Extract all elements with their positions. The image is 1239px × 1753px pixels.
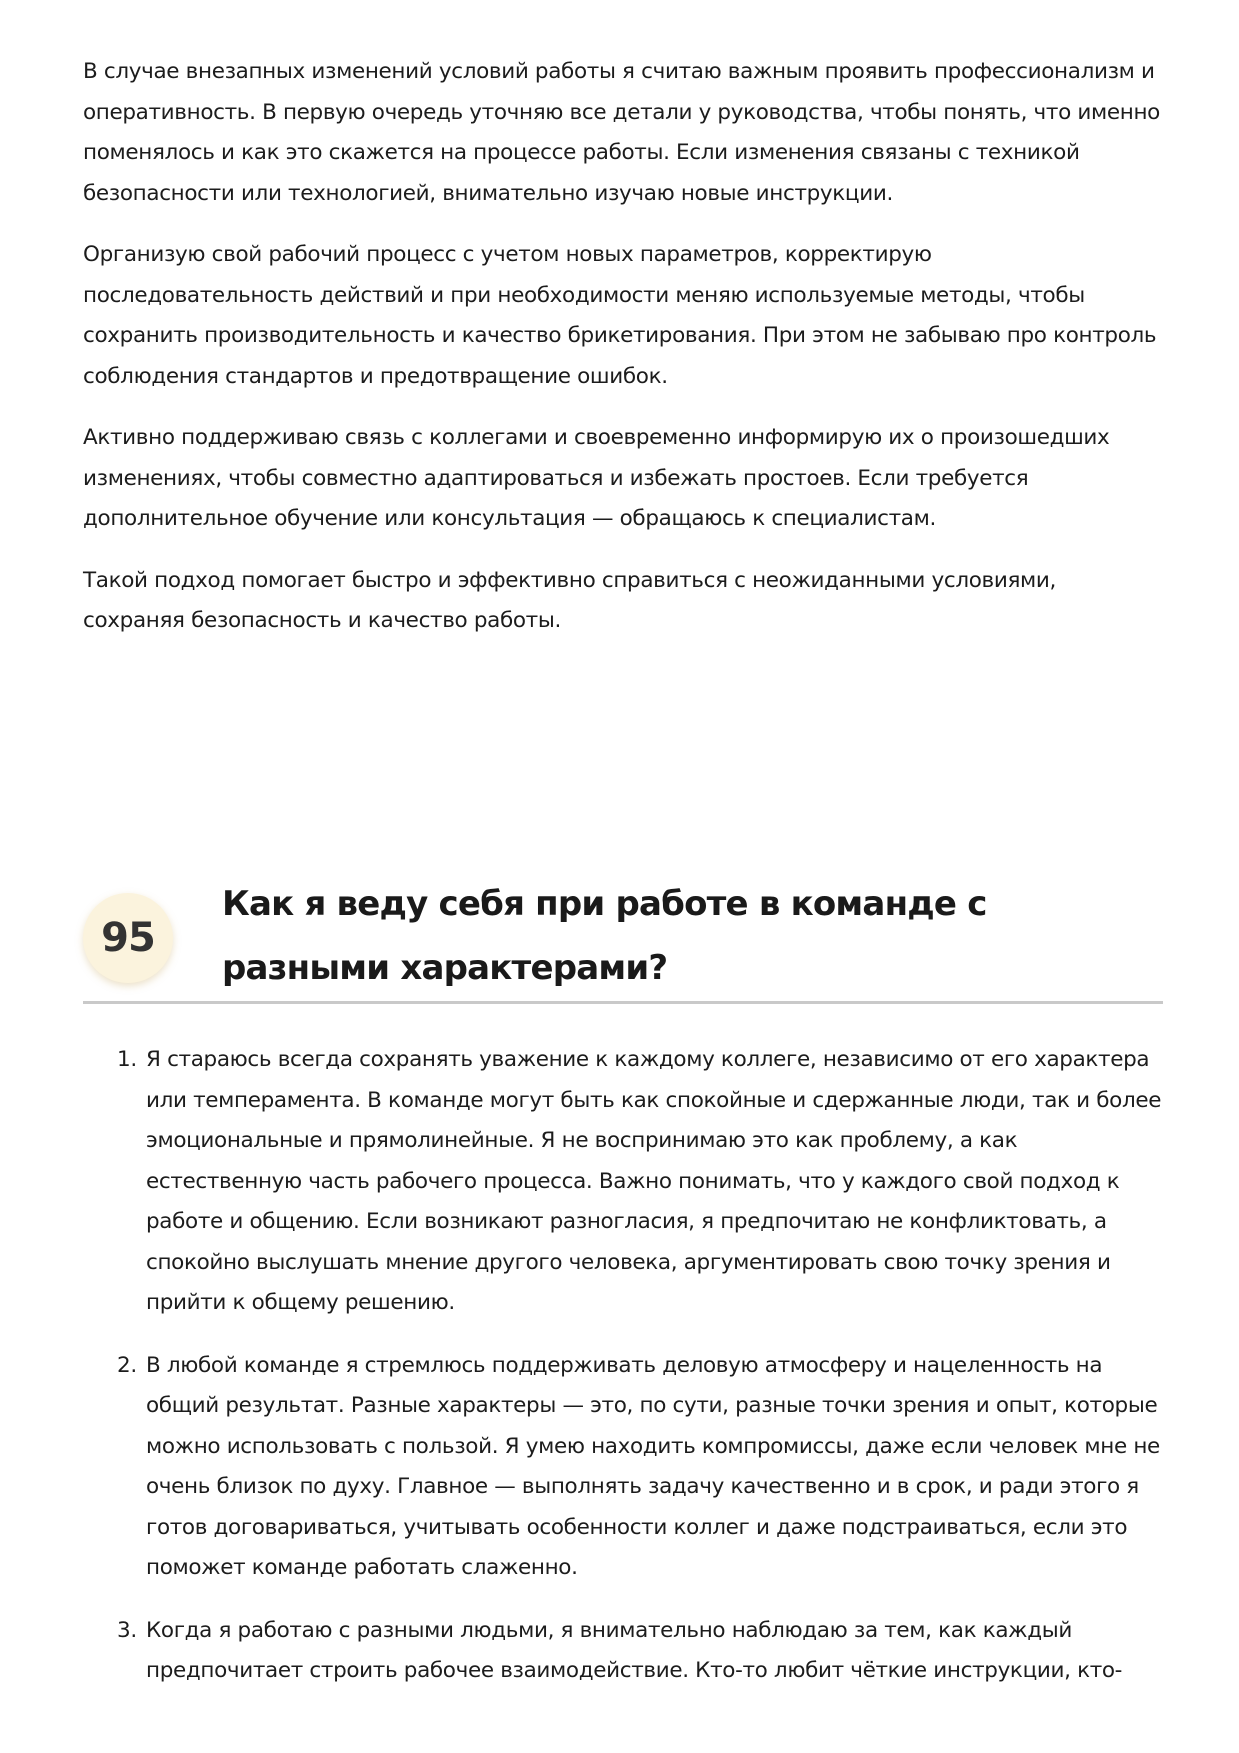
answer-list: [83, 1040, 1163, 1714]
list-item-text: Когда я работаю с разными людьми, я внимательно наблюдаю за тем, как каждый предпочитает строить рабочее взаимодействие. Кто-то любит чёткие инструкции, кто-: [146, 1617, 1123, 1683]
question-title: Как я веду себя при работе в команде с разными характерами?: [222, 884, 987, 988]
list-item: [83, 1611, 1163, 1692]
list-item-number: 1.: [117, 1047, 137, 1072]
list-item: [83, 1040, 1163, 1324]
list-item-text: Я стараюсь всегда сохранять уважение к каждому коллеге, независимо от его характера или темперамента. В команде могут быть как спокойные и сдержанные люди, так и более эмоциональные и прямолинейные. Я не воспринимаю это как проблему, а как естественную часть рабочего процесса. Важно понимать, что у каждого свой подход к работе и общению. Если возникают разногласия, я предпочитаю не конфликтовать, а спокойно выслушать мнение другого человека, аргументировать свою точку зрения и прийти к общему решению.: [146, 1047, 1162, 1315]
paragraph: Организую свой рабочий процесс с учетом новых параметров, корректирую последовательность действий и при необходимости меняю используемые методы, чтобы сохранить производительность и качество брикетирования. При этом не забываю про контроль соблюдения стандартов и предотвращение ошибок.: [83, 242, 1157, 389]
paragraph: Активно поддерживаю связь с коллегами и своевременно информирую их о произошедших изменениях, чтобы совместно адаптироваться и избежать простоев. Если требуется дополнительное обучение или консультация — обращаюсь к специалистам.: [83, 425, 1110, 531]
list-item-number: 3.: [117, 1617, 137, 1643]
intro-section: [83, 52, 1163, 663]
list-item-number: 2.: [117, 1352, 137, 1378]
list-item: [83, 1346, 1163, 1589]
list-item-text: В любой команде я стремлюсь поддерживать деловую атмосферу и нацеленность на общий результат. Разные характеры — это, по сути, разные точки зрения и опыт, которые можно использовать с пользой. Я умею находить компромиссы, даже если человек мне не очень близок по духу. Главное — выполнять задачу качественно и в срок, и ради этого я готов договариваться, учитывать особенности коллег и даже подстраиваться, если это поможет команде работать слаженно.: [146, 1352, 1160, 1580]
question-header: [83, 860, 1163, 1004]
question-number-badge: 95: [83, 893, 173, 983]
paragraph: В случае внезапных изменений условий работы я считаю важным проявить профессионализм и оперативность. В первую очередь уточняю все детали у руководства, чтобы понять, что именно поменялось и как это скажется на процессе работы. Если изменения связаны с техникой безопасности или технологией, внимательно изучаю новые инструкции.: [83, 59, 1160, 206]
paragraph: Такой подход помогает быстро и эффективно справиться с неожиданными условиями, сохраняя безопасность и качество работы.: [83, 567, 1057, 633]
